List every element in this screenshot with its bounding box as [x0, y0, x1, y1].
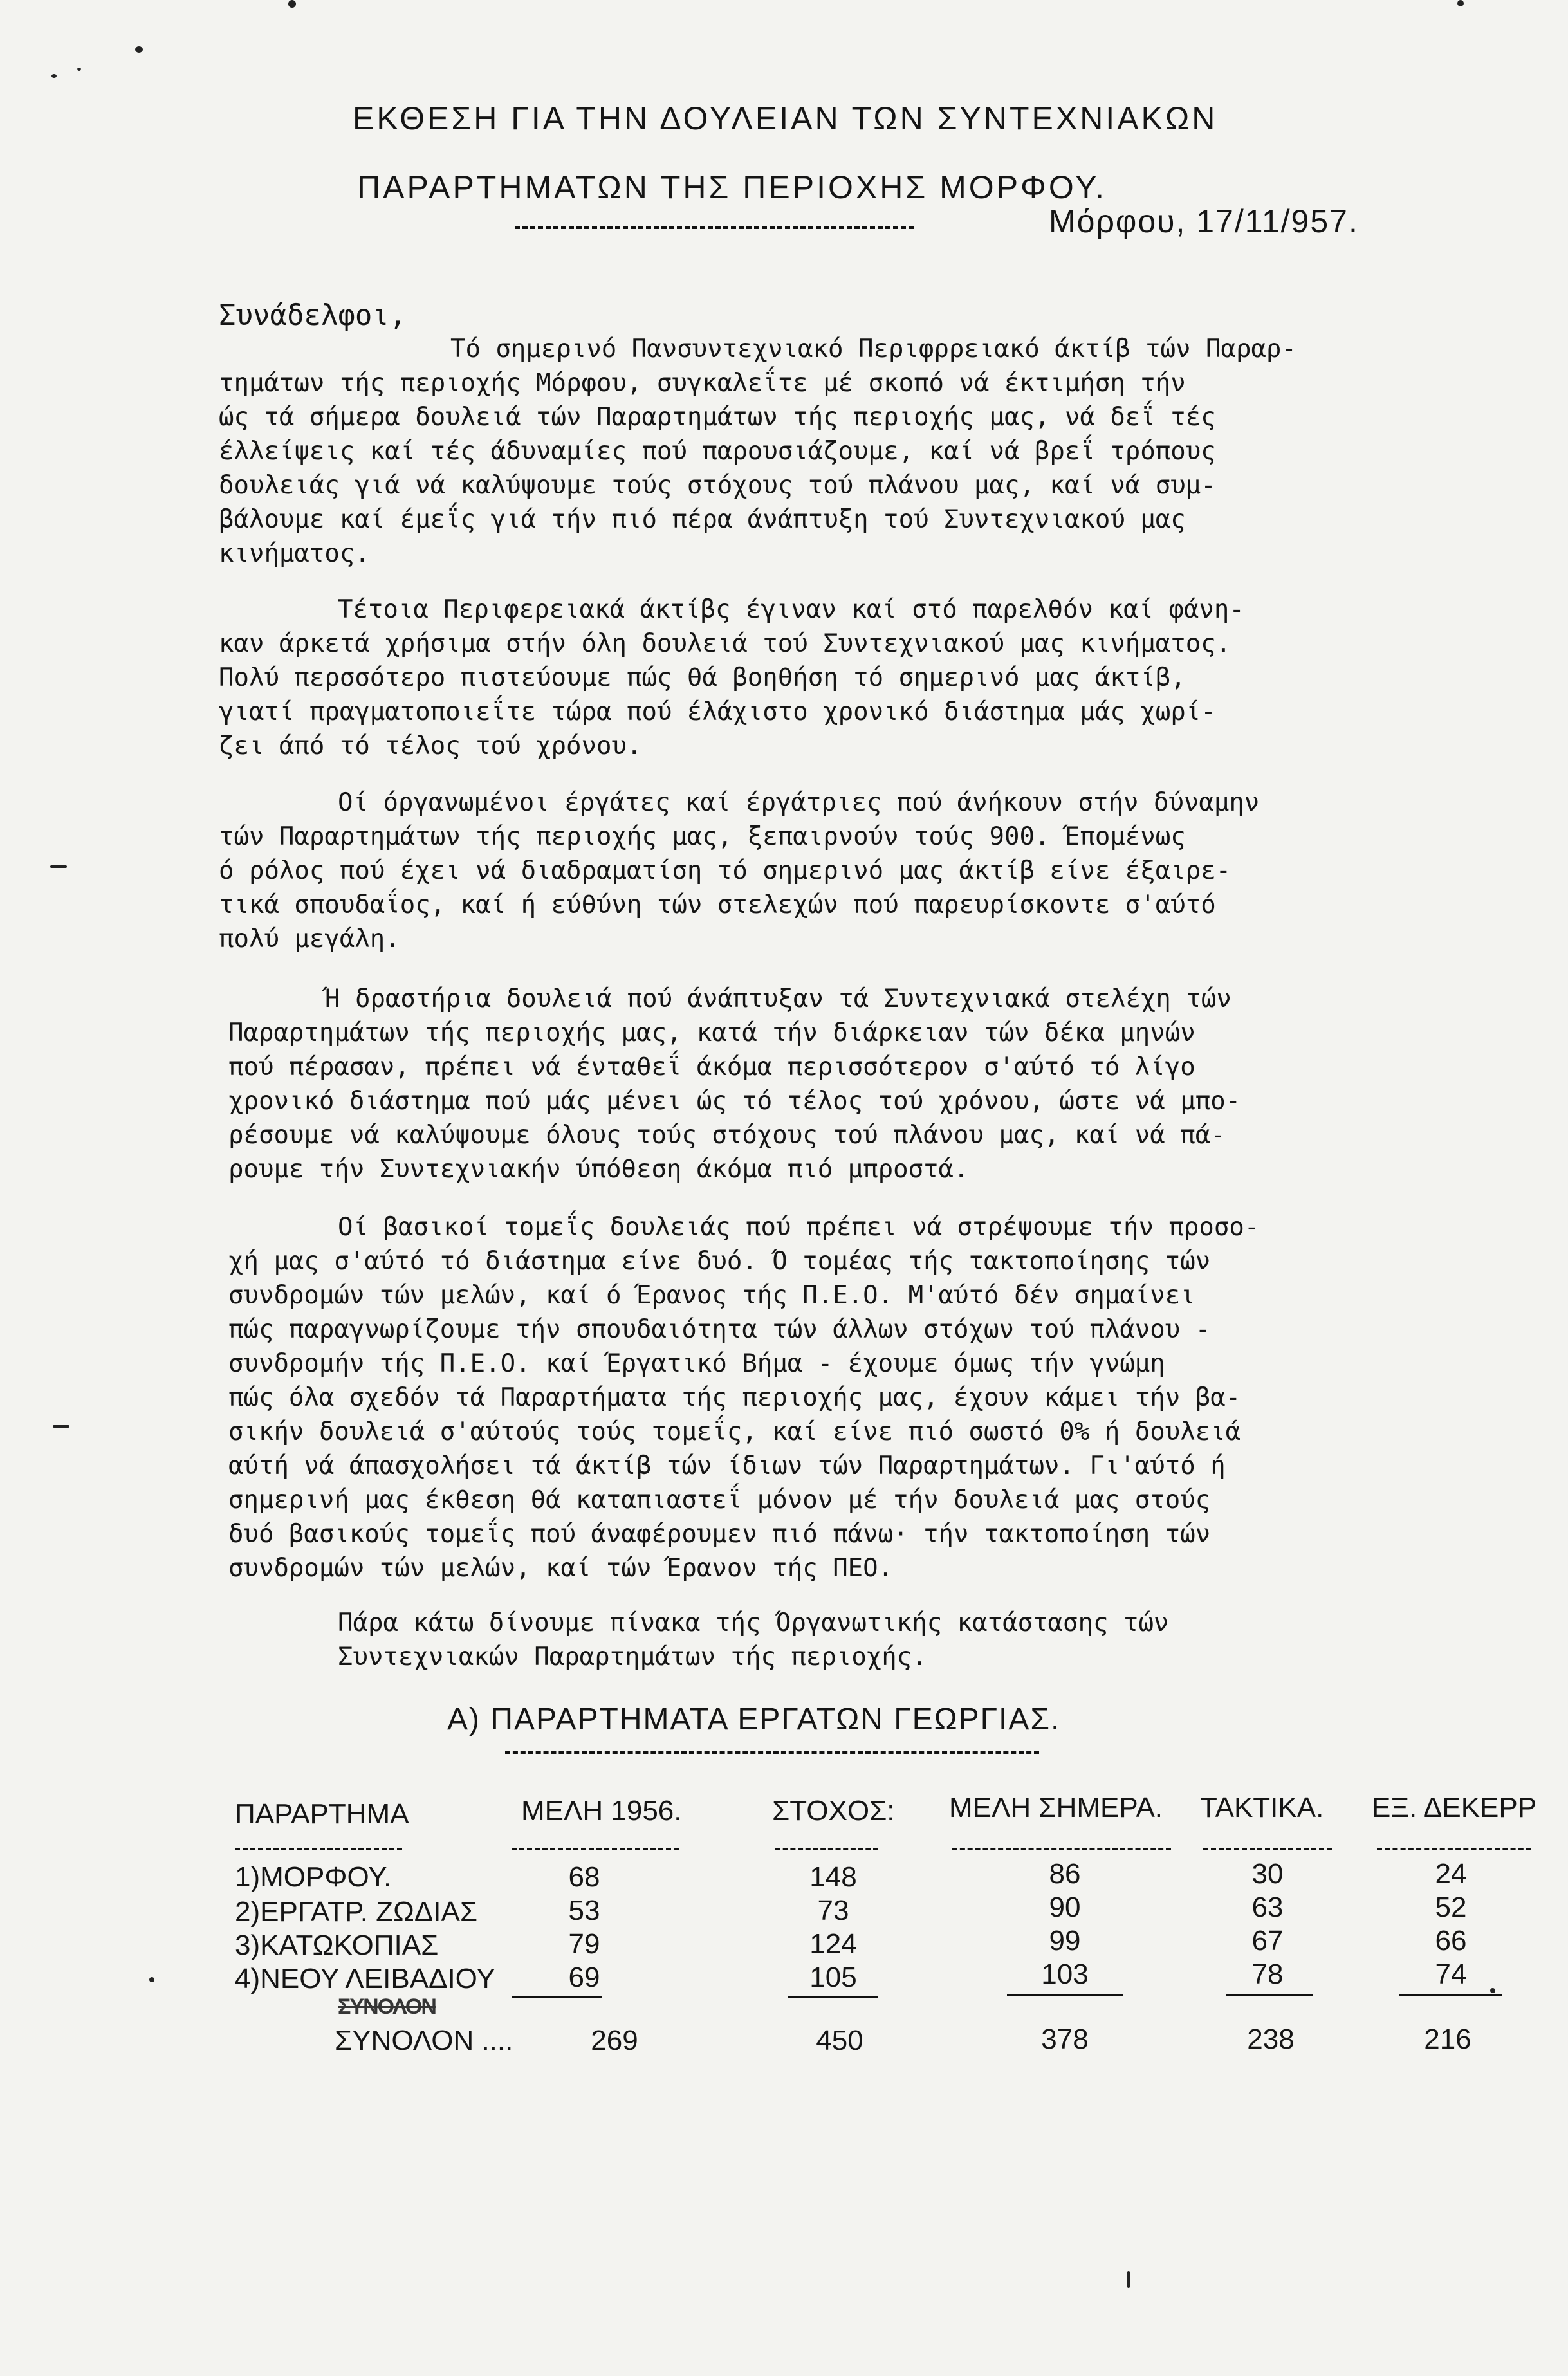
paragraph-line: τημάτων τής περιοχής Μόρφου, συγκαλεΐτε μέ σκοπό νά έκτιμήση τήν — [219, 369, 1186, 398]
table-header: ΜΕΛΗ ΣΗΜΕΡΑ. — [949, 1792, 1163, 1823]
paragraph-line: Παραρτημάτων τής περιοχής μας, κατά τήν διάρκειαν τών δέκα μηνών — [228, 1018, 1195, 1047]
paragraph-line: καν άρκετά χρήσιμα στήν όλη δουλειά τού Συντεχνιακού μας κινήματος. — [219, 629, 1231, 658]
row-value: 53 — [568, 1895, 600, 1926]
ink-speck — [51, 74, 57, 78]
report-title-line-2: ΠΑΡΑΡΤΗΜΑΤΩΝ ΤΗΣ ΠΕΡΙΟΧΗΣ ΜΟΡΦΟΥ. — [357, 169, 1107, 205]
paragraph-line: συνδρομών τών μελών, καί ό Έρανος τής Π.Ε.Ο. Μ'αύτό δέν σημαίνει — [228, 1281, 1195, 1310]
overstrike-text: ΣΥΝΟΛΟΝ — [338, 1994, 436, 2019]
table-header: ΜΕΛΗ 1956. — [521, 1795, 682, 1827]
paragraph-line: γιατί πραγματοποιεΐτε τώρα πού έλάχιστο χρονικό διάστημα μάς χωρί- — [219, 697, 1216, 726]
sum-rule — [1226, 1994, 1313, 1996]
sum-rule — [788, 1996, 878, 1998]
row-name: 3)ΚΑΤΩΚΟΠΙΑΣ — [235, 1929, 439, 1961]
row-value: 66 — [1435, 1925, 1467, 1957]
row-value: 63 — [1251, 1892, 1284, 1923]
row-value: 67 — [1251, 1925, 1284, 1957]
paragraph-line: Οί όργανωμένοι έργάτες καί έργάτριες πού άνήκουν στήν δύναμην — [338, 788, 1260, 817]
paragraph-line: συνδρομών τών μελών, καί τών Έρανον τής ΠΕΟ. — [228, 1554, 894, 1583]
paragraph-line: δυό βασικούς τομεΐς πού άναφέρουμεν πιό πάνω· τήν τακτοποίηση τών — [228, 1520, 1211, 1549]
row-value: 73 — [817, 1895, 849, 1926]
row-value: 68 — [568, 1861, 600, 1893]
header-underline — [775, 1848, 878, 1850]
row-name: 1)ΜΟΡΦΟΥ. — [235, 1861, 392, 1893]
header-underline — [235, 1848, 402, 1850]
sum-rule — [1399, 1994, 1502, 1996]
paragraph-line: πώς όλα σχεδόν τά Παραρτήματα τής περιοχής μας, έχουν κάμει τήν βα- — [228, 1383, 1241, 1412]
row-value: 148 — [809, 1861, 857, 1893]
paragraph-line: ώς τά σήμερα δουλειά τών Παραρτημάτων τής περιοχής μας, νά δεΐ τές — [219, 403, 1216, 432]
sum-rule — [512, 1996, 602, 1998]
paragraph-line: σικήν δουλειά σ'αύτούς τούς τομεΐς, καί είνε πιό σωστό 0% ή δουλειά — [228, 1417, 1241, 1446]
paragraph-line: Πάρα κάτω δίνουμε πίνακα τής Όργανωτικής κατάστασης τών — [338, 1608, 1169, 1637]
paragraph-line: αύτή νά άπασχολήσει τά άκτίβ τών ίδιων τών Παραρτημάτων. Γι'αύτό ή — [228, 1451, 1226, 1480]
total-value: 238 — [1247, 2023, 1295, 2055]
paragraph-line: ζει άπό τό τέλος τού χρόνου. — [219, 732, 642, 760]
salutation: Συνάδελφοι, — [219, 299, 407, 332]
total-label: ΣΥΝΟΛΟΝ .... — [335, 2025, 513, 2056]
row-value: 30 — [1251, 1858, 1284, 1890]
sum-rule — [1007, 1994, 1123, 1996]
row-value: 69 — [568, 1962, 600, 1993]
place-date: Μόρφου, 17/11/957. — [1049, 203, 1359, 239]
header-underline — [512, 1848, 679, 1850]
paragraph-line: δουλειάς γιά νά καλύψουμε τούς στόχους τού πλάνου μας, καί νά συμ- — [219, 471, 1216, 500]
total-value: 450 — [816, 2025, 863, 2056]
paragraph-line: Συντεχνιακών Παραρτημάτων τής περιοχής. — [338, 1643, 927, 1671]
row-value: 99 — [1049, 1925, 1081, 1957]
report-title-line-1: ΕΚΘΕΣΗ ΓΙΑ ΤΗΝ ΔΟΥΛΕΙΑΝ ΤΩΝ ΣΥΝΤΕΧΝΙΑΚΩΝ — [353, 100, 1218, 136]
title-underline — [515, 226, 914, 229]
paragraph-line: σημερινή μας έκθεση θά καταπιαστεΐ μόνον μέ τήν δουλειά μας στούς — [228, 1486, 1211, 1515]
row-value: 86 — [1049, 1858, 1081, 1890]
row-name: 4)ΝΕΟΥ ΛΕΙΒΑΔΙΟΥ — [235, 1963, 495, 1994]
paragraph-line: πολύ μεγάλη. — [219, 925, 400, 953]
table-header: ΤΑΚΤΙΚΑ. — [1200, 1792, 1324, 1823]
caption-underline — [505, 1751, 1039, 1754]
paragraph-line: Πολύ περσσότερο πιστεύουμε πώς θά βοηθήση τό σημερινό μας άκτίβ, — [219, 663, 1186, 692]
paragraph-line: Τό σημερινό Πανσυντεχνιακό Περιφρρειακό άκτίβ τών Παραρ- — [450, 335, 1296, 364]
header-underline — [1203, 1848, 1332, 1850]
table-header: ΕΞ. ΔΕΚΕΡΡ — [1372, 1792, 1537, 1823]
paragraph-line: κινήματος. — [219, 539, 370, 568]
paragraph-line: χρονικό διάστημα πού μάς μένει ώς τό τέλος τού χρόνου, ώστε νά μπο- — [228, 1087, 1241, 1116]
paragraph-line: χή μας σ'αύτό τό διάστημα είνε δυό. Ό τομέας τής τακτοποίησης τών — [228, 1247, 1211, 1276]
paragraph-line: Τέτοια Περιφερειακά άκτίβς έγιναν καί στό παρελθόν καί φάνη- — [338, 595, 1244, 624]
total-value: 216 — [1424, 2023, 1471, 2055]
paragraph-line: έλλείψεις καί τές άδυναμίες πού παρουσιάζουμε, καί νά βρεΐ τρόπους — [219, 437, 1216, 466]
row-value: 90 — [1049, 1892, 1081, 1923]
ink-speck — [1127, 2271, 1130, 2288]
paragraph-line: βάλουμε καί έμεΐς γιά τήν πιό πέρα άνάπτυξη τού Συντεχνιακού μας — [219, 505, 1186, 534]
row-value: 79 — [568, 1928, 600, 1960]
paragraph-line: ό ρόλος πού έχει νά διαδραματίση τό σημερινό μας άκτίβ είνε έξαιρε- — [219, 856, 1231, 885]
total-value: 378 — [1041, 2023, 1089, 2055]
paragraph-line: τικά σπουδαΐος, καί ή εύθύνη τών στελεχών πού παρευρίσκοντε σ'αύτό — [219, 890, 1216, 919]
table-header: ΣΤΟΧΟΣ: — [772, 1795, 895, 1827]
header-underline — [952, 1848, 1171, 1850]
ink-speck — [288, 0, 296, 8]
ink-speck — [135, 46, 143, 53]
header-underline — [1377, 1848, 1531, 1850]
paragraph-line: ρέσουμε νά καλύψουμε όλους τούς στόχους τού πλάνου μας, καί νά πά- — [228, 1121, 1226, 1150]
paragraph-line: Ή δραστήρια δουλειά πού άνάπτυξαν τά Συντεχνιακά στελέχη τών — [325, 984, 1231, 1013]
ink-speck — [149, 1977, 154, 1982]
row-value: 24 — [1435, 1858, 1467, 1890]
row-value: 74 — [1435, 1958, 1467, 1990]
table-caption: Α) ΠΑΡΑΡΤΗΜΑΤΑ ΕΡΓΑΤΩΝ ΓΕΩΡΓΙΑΣ. — [447, 1702, 1061, 1736]
margin-mark — [50, 865, 67, 868]
ink-speck — [1457, 0, 1464, 6]
paragraph-line: Οί βασικοί τομεΐς δουλειάς πού πρέπει νά στρέψουμε τήν προσο- — [338, 1213, 1260, 1242]
row-value: 124 — [809, 1928, 857, 1960]
total-value: 269 — [591, 2025, 638, 2056]
table-header: ΠΑΡΑΡΤΗΜΑ — [235, 1798, 409, 1830]
row-value: 105 — [809, 1962, 857, 1993]
paragraph-line: τών Παραρτημάτων τής περιοχής μας, ξεπαιρνούν τούς 900. Έπομένως — [219, 822, 1186, 851]
ink-speck — [77, 68, 81, 71]
paragraph-line: ρουμε τήν Συντεχνιακήν ύπόθεση άκόμα πιό μπροστά. — [228, 1155, 969, 1184]
row-value: 78 — [1251, 1958, 1284, 1990]
row-value: 52 — [1435, 1892, 1467, 1923]
paragraph-line: πού πέρασαν, πρέπει νά ένταθεΐ άκόμα περισσότερον σ'αύτό τό λίγο — [228, 1053, 1195, 1082]
row-value: 103 — [1041, 1958, 1089, 1990]
paragraph-line: συνδρομήν τής Π.Ε.Ο. καί Έργατικό Βήμα - έχουμε όμως τήν γνώμη — [228, 1349, 1165, 1378]
row-name: 2)ΕΡΓΑΤΡ. ΖΩΔΙΑΣ — [235, 1896, 478, 1928]
paragraph-line: πώς παραγνωρίζουμε τήν σπουδαιότητα τών άλλων στόχων τού πλάνου - — [228, 1315, 1211, 1344]
margin-mark — [53, 1425, 69, 1428]
